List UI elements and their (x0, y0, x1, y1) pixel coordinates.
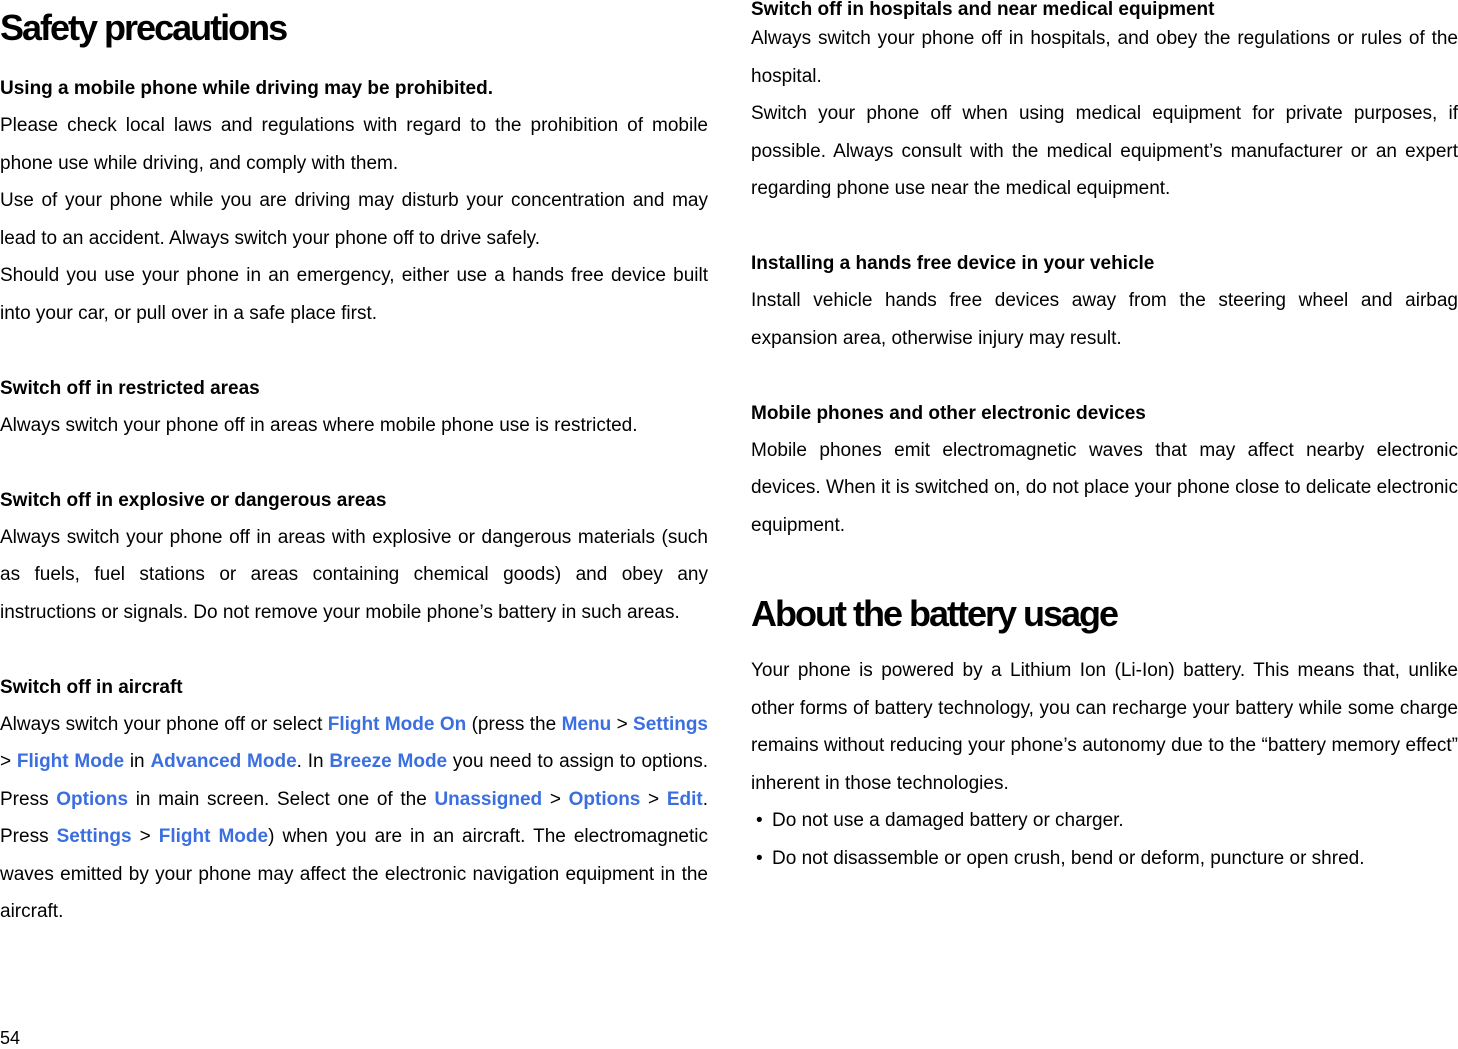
paragraph: Switch your phone off when using medical equipment for private purposes, if possible. Always consult with the medical equipment’s manufacturer or an expert regarding phone use near the medical equipment. (751, 103, 1458, 199)
keyword-settings: Settings (56, 826, 132, 847)
paragraph: Use of your phone while you are driving may disturb your concentration and may lead to an accident. Always switch your phone off to drive safely. (0, 190, 708, 249)
text: > (542, 788, 569, 810)
keyword-settings: Settings (633, 713, 708, 735)
section-heading-hands-free: Installing a hands free device in your vehicle (751, 253, 1155, 274)
text: > (640, 788, 667, 810)
bullet-glyph: • (756, 847, 763, 869)
text: > (611, 713, 634, 735)
text: (press the (466, 713, 562, 735)
paragraph: Install vehicle hands free devices away from the steering wheel and airbag expansion area, otherwise injury may result. (751, 290, 1458, 349)
page-number: 54 (0, 1028, 21, 1048)
bullet-glyph: • (756, 810, 763, 831)
paragraph: Mobile phones emit electromagnetic waves that may affect nearby electronic devices. When it is switched on, do not place your phone close to delicate electronic equipment. (751, 439, 1458, 536)
text: Always switch your phone off or select (0, 713, 328, 735)
keyword-edit: Edit (666, 788, 703, 810)
text: . In (296, 751, 330, 772)
paragraph: Please check local laws and regulations with regard to the prohibition of mobile phone use while driving, and comply with them. (0, 115, 708, 174)
paragraph: Your phone is powered by a Lithium Ion (Li-Ion) battery. This means that, unlike other forms of battery technology, you can recharge your battery while some charge remains without reducing your phone’s autonomy due to the “battery memory effect” inherent in those technologies. (751, 660, 1458, 794)
keyword-unassigned: Unassigned (434, 788, 543, 810)
section-title-battery: About the battery usage (751, 593, 1118, 634)
keyword-flight-mode-on: Flight Mode On (327, 713, 467, 735)
paragraph: Always switch your phone off in areas with explosive or dangerous materials (such as fuels, fuel stations or areas containing chemical goods) and obey any instructions or signals. Do not remove your mobile phone’s battery in such areas. (0, 526, 708, 623)
section-heading-restricted: Switch off in restricted areas (0, 377, 260, 399)
section-heading-electronic-devices: Mobile phones and other electronic devices (751, 402, 1146, 424)
text: ) when you are in an aircraft. The electromagnetic waves emitted by your phone may affect the electronic navigation equipment in the aircraft. (0, 826, 708, 922)
text: . Press (0, 788, 709, 847)
right-column (751, 0, 1458, 877)
left-column (0, 0, 708, 931)
paragraph: Always switch your phone off in areas where mobile phone use is restricted. (0, 414, 638, 436)
keyword-options: Options (568, 788, 641, 810)
paragraph: Should you use your phone in an emergency, either use a hands free device built into your car, or pull over in a safe place first. (0, 265, 708, 324)
section-heading-aircraft: Switch off in aircraft (0, 676, 183, 698)
list-item-text: Do not use a damaged battery or charger. (772, 810, 1124, 831)
keyword-menu: Menu (561, 713, 612, 735)
text: in main screen. Select one of the (128, 788, 435, 810)
text: > (131, 826, 159, 847)
aircraft-paragraph (0, 706, 708, 931)
section-heading-explosive: Switch off in explosive or dangerous areas (0, 489, 387, 511)
list-item (751, 802, 1458, 840)
keyword-advanced-mode: Advanced Mode (150, 751, 297, 772)
section-heading-driving: Using a mobile phone while driving may be prohibited. (0, 78, 493, 99)
text: in (124, 751, 151, 772)
list-item (751, 840, 1458, 878)
section-heading-hospitals: Switch off in hospitals and near medical equipment (751, 0, 1215, 20)
keyword-breeze-mode: Breeze Mode (329, 751, 448, 772)
page-title: Safety precautions (0, 7, 287, 48)
text: you need to assign to options. Press (0, 751, 709, 810)
paragraph: Always switch your phone off in hospitals, and obey the regulations or rules of the hospital. (751, 28, 1458, 87)
keyword-options: Options (56, 788, 129, 810)
text: > (0, 751, 17, 772)
keyword-flight-mode: Flight Mode (16, 751, 125, 772)
keyword-flight-mode: Flight Mode (158, 826, 269, 847)
list-item-text: Do not disassemble or open crush, bend or deform, puncture or shred. (772, 847, 1365, 869)
